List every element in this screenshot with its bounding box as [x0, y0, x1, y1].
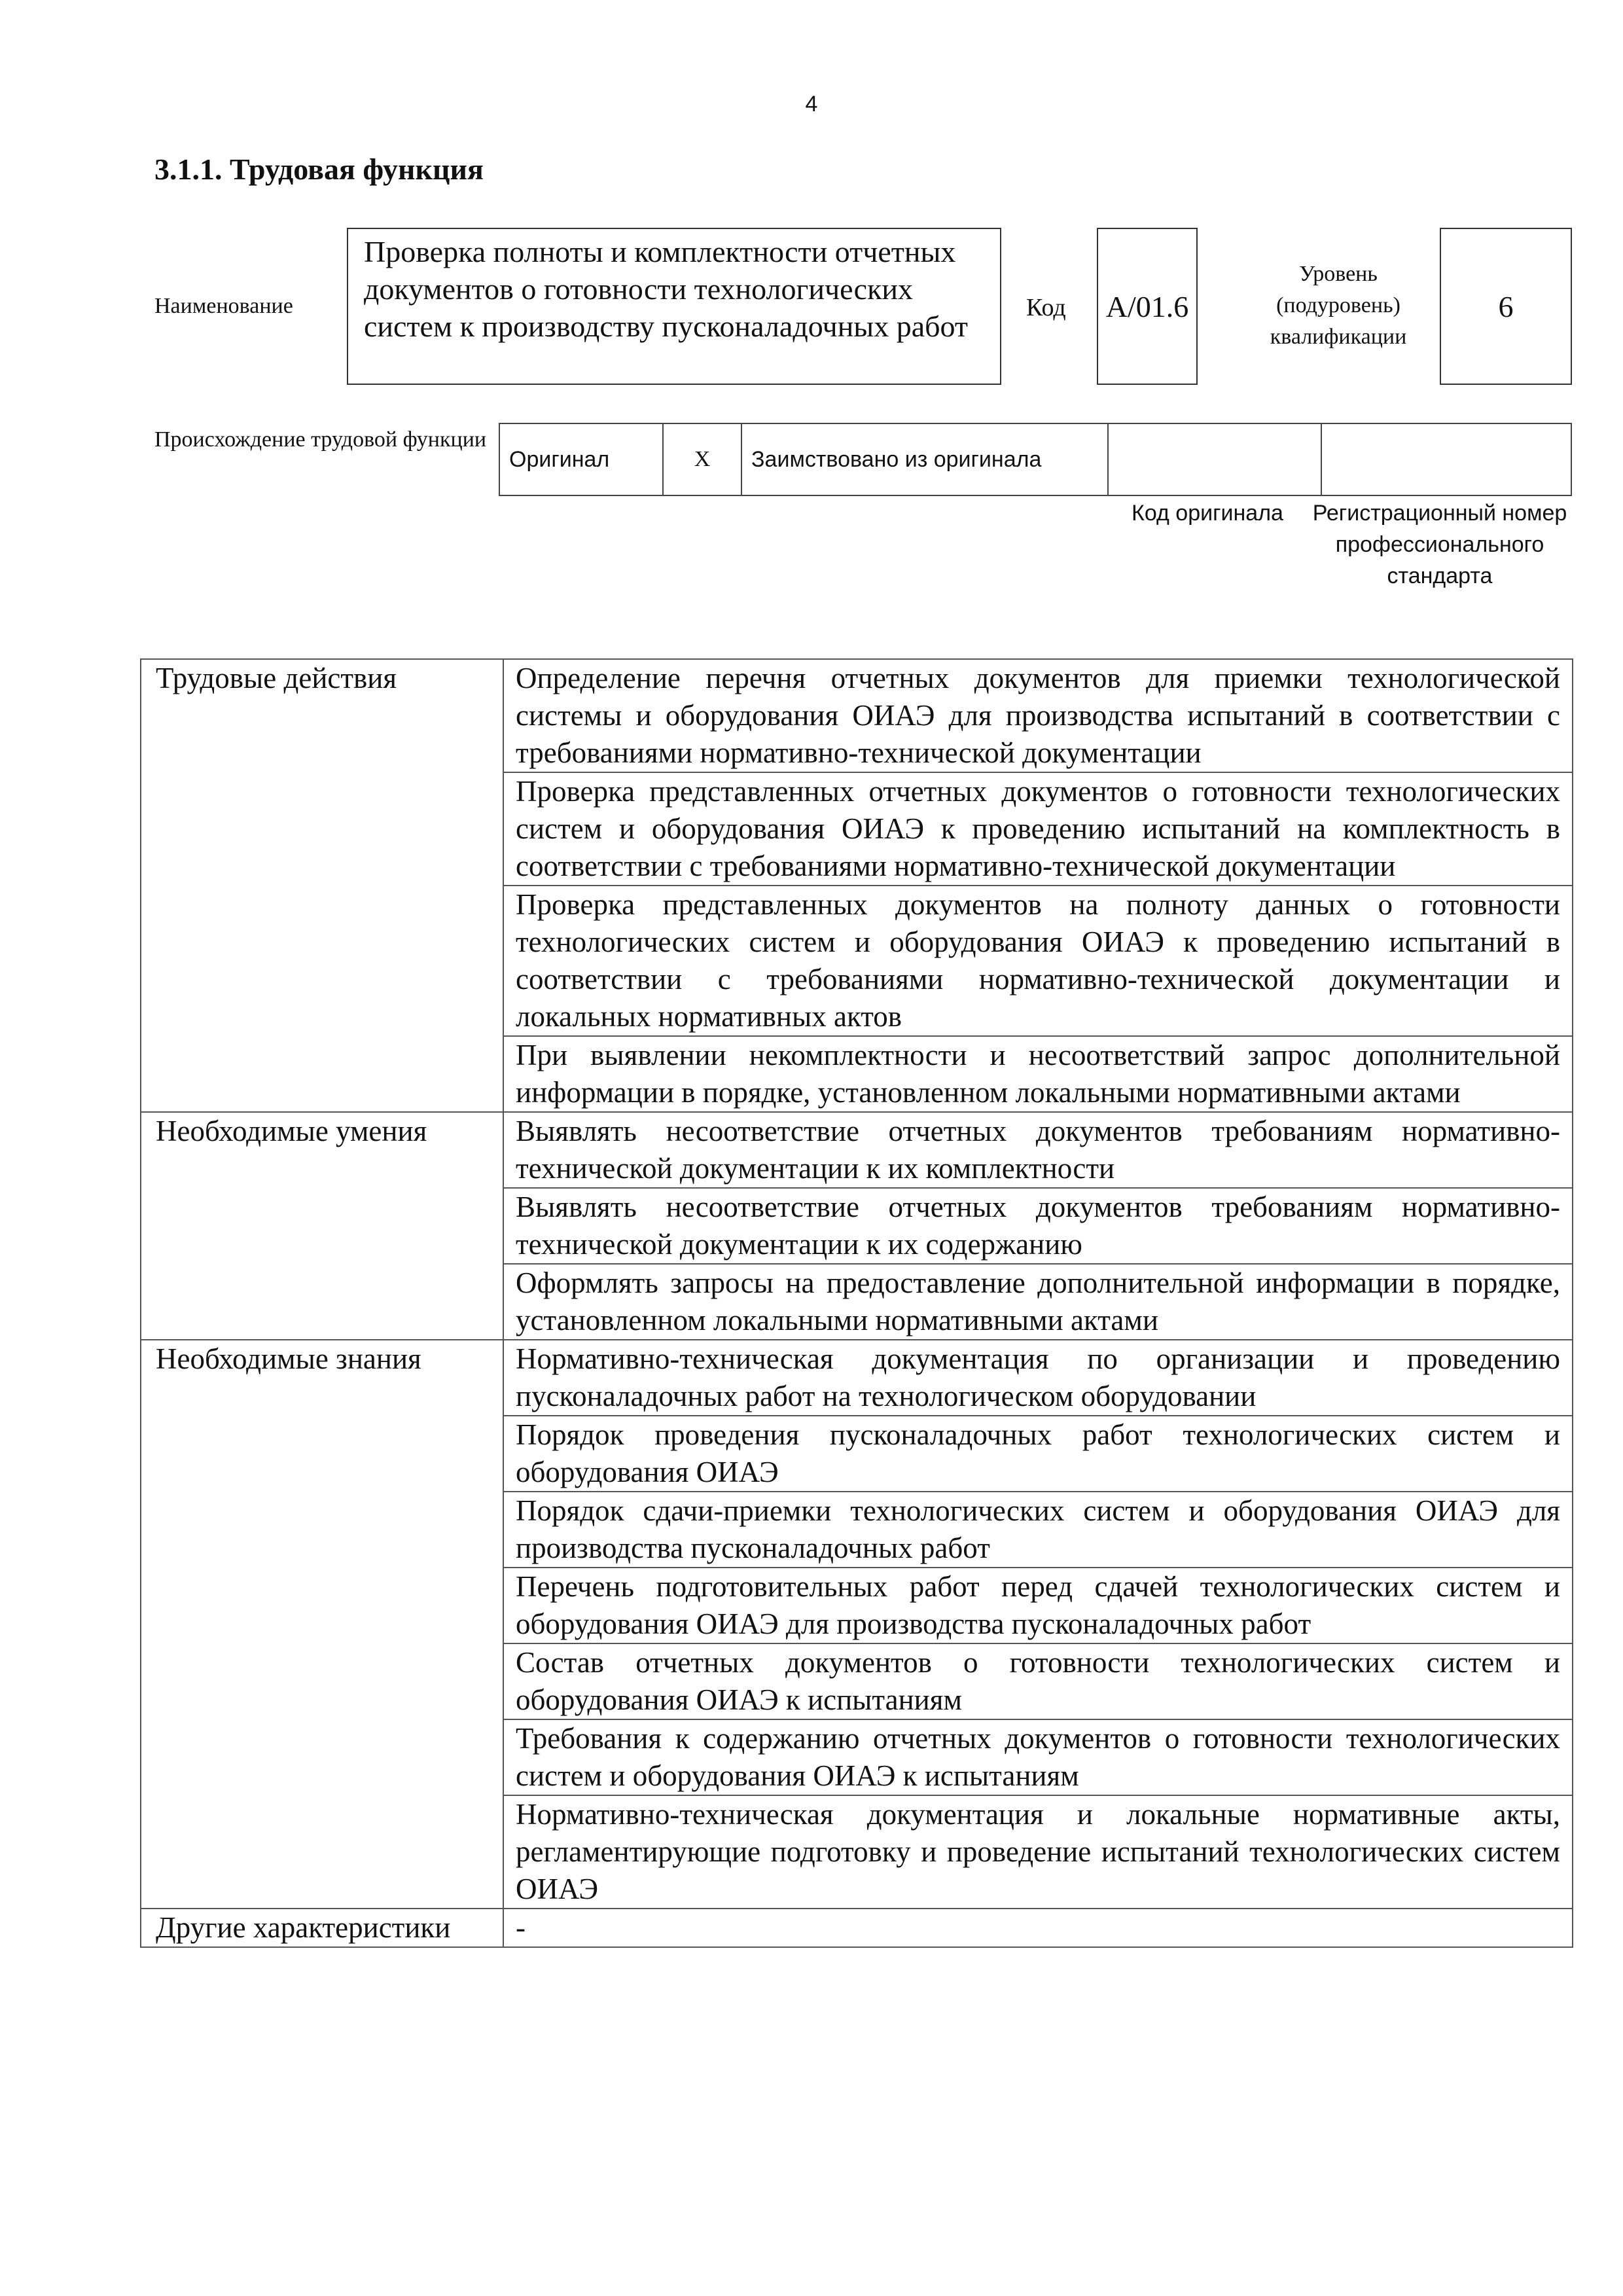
- item-cell: Нормативно-техническая документация по организации и проведению пусконаладочных работ на технологическом оборудовании: [503, 1340, 1573, 1416]
- origin-mark-cell: X: [663, 423, 741, 495]
- item-cell: Выявлять несоответствие отчетных документов требованиям нормативно-технической документации к их комплектности: [503, 1112, 1573, 1188]
- level-box: 6: [1440, 228, 1572, 385]
- item-cell: Перечень подготовительных работ перед сдачей технологических систем и оборудования ОИАЭ для производства пусконаладочных работ: [503, 1568, 1573, 1643]
- origin-reg-cell: [1321, 423, 1571, 495]
- section-title: 3.1.1. Трудовая функция: [154, 152, 484, 186]
- origin-code-cell: [1108, 423, 1321, 495]
- name-label: Наименование: [154, 294, 293, 318]
- table-row: [141, 1112, 1573, 1188]
- code-box: А/01.6: [1097, 228, 1198, 385]
- item-cell: Выявлять несоответствие отчетных документов требованиям нормативно-технической документации к их содержанию: [503, 1188, 1573, 1264]
- origin-table: [499, 423, 1572, 496]
- page-number: 4: [805, 92, 818, 117]
- category-cell: Необходимые умения: [141, 1112, 503, 1340]
- origin-original-cell: Оригинал: [499, 423, 663, 495]
- item-cell: Проверка представленных документов на полноту данных о готовности технологических систем и оборудования ОИАЭ к проведению испытаний в соответствии с требованиями нормативно-технической документации и локальных нормативных актов: [503, 886, 1573, 1036]
- function-name-box: Проверка полноты и комплектности отчетных документов о готовности технологических систем к производству пусконаладочных работ: [347, 228, 1001, 385]
- item-cell: Нормативно-техническая документация и локальные нормативные акты, регламентирующие подготовку и проведение испытаний технологических систем ОИАЭ: [503, 1795, 1573, 1909]
- item-cell: Требования к содержанию отчетных документов о готовности технологических систем и оборудования ОИАЭ к испытаниям: [503, 1719, 1573, 1795]
- table-row: [141, 1909, 1573, 1947]
- item-cell: При выявлении некомплектности и несоответствий запрос дополнительной информации в порядке, установленном локальными нормативными актами: [503, 1036, 1573, 1112]
- code-label: Код: [1026, 294, 1066, 321]
- table-row: [141, 659, 1573, 772]
- code-caption: Код оригинала: [1132, 501, 1283, 526]
- item-cell: Проверка представленных отчетных документов о готовности технологических систем и оборудования ОИАЭ к проведению испытаний на комплектность в соответствии с требованиями нормативно-технической документации: [503, 772, 1573, 886]
- item-cell: Оформлять запросы на предоставление дополнительной информации в порядке, установленном локальными нормативными актами: [503, 1264, 1573, 1340]
- item-cell: Определение перечня отчетных документов для приемки технологической системы и оборудования ОИАЭ для производства испытаний в соответствии с требованиями нормативно-технической документации: [503, 659, 1573, 772]
- item-cell: Порядок сдачи-приемки технологических систем и оборудования ОИАЭ для производства пусконаладочных работ: [503, 1492, 1573, 1568]
- category-cell: Другие характеристики: [141, 1909, 503, 1947]
- labor-function-table: [140, 658, 1573, 1948]
- item-cell: -: [503, 1909, 1573, 1947]
- item-cell: Порядок проведения пусконаладочных работ технологических систем и оборудования ОИАЭ: [503, 1416, 1573, 1492]
- table-row: [141, 1340, 1573, 1416]
- origin-label: Происхождение трудовой функции: [154, 427, 487, 452]
- item-cell: Состав отчетных документов о готовности технологических систем и оборудования ОИАЭ к испытаниям: [503, 1643, 1573, 1719]
- origin-borrowed-cell: Заимствовано из оригинала: [741, 423, 1108, 495]
- reg-caption: Регистрационный номер профессионального стандарта: [1312, 501, 1567, 588]
- level-label: Уровень (подуровень) квалификации: [1270, 262, 1407, 349]
- category-cell: Трудовые действия: [141, 659, 503, 1112]
- category-cell: Необходимые знания: [141, 1340, 503, 1909]
